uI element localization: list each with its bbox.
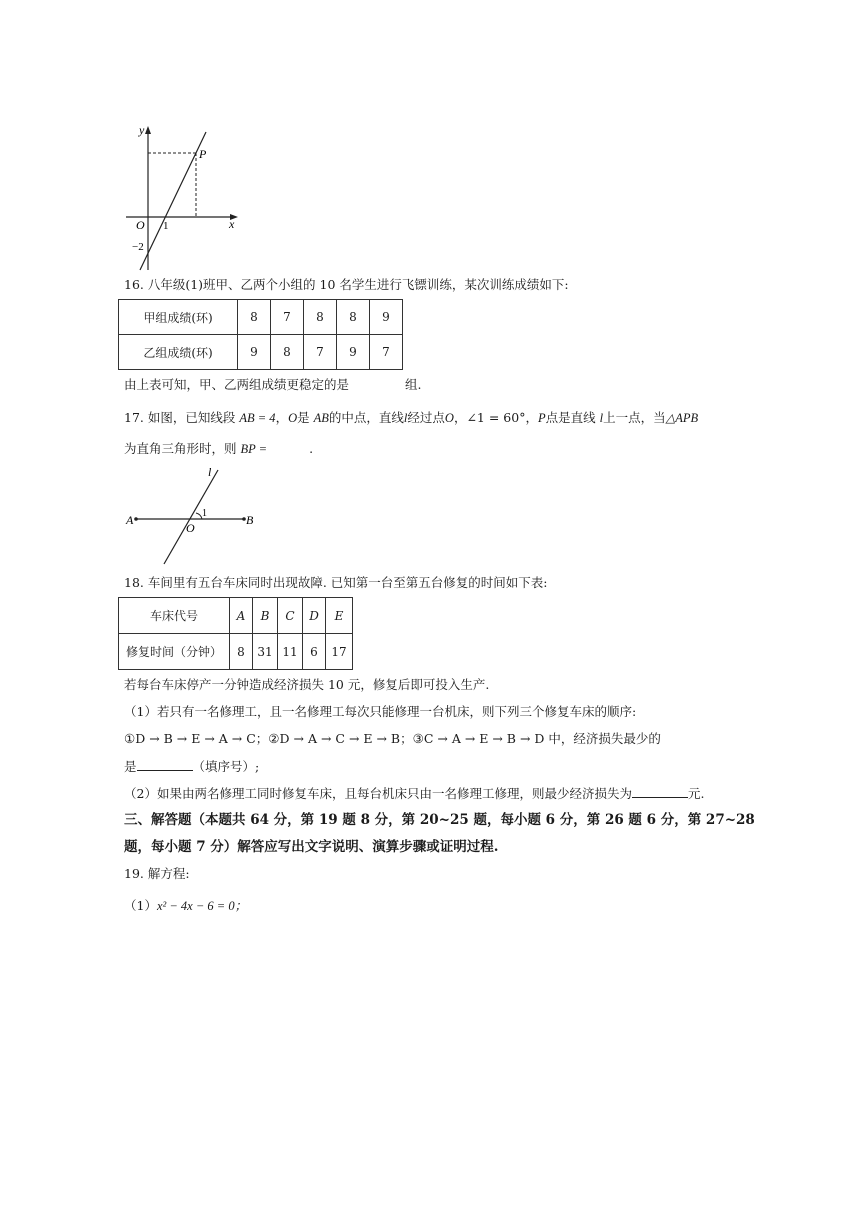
q19-part1-label: （1） <box>124 898 157 913</box>
q17-p-rest: 点是直线 <box>545 410 596 425</box>
q19-title: 19. 解方程: <box>124 866 190 881</box>
point-a <box>134 517 138 521</box>
table-cell: 8 <box>271 335 304 370</box>
table-cell: 9 <box>370 300 403 335</box>
function-graph <box>118 122 248 272</box>
table-cell: 8 <box>230 634 253 670</box>
row-label: 甲组成绩(环) <box>119 300 238 335</box>
table-cell: 8 <box>337 300 370 335</box>
header-cell: C <box>278 598 303 634</box>
q17-l: l <box>403 411 408 425</box>
q17-passes: 经过点 <box>407 410 445 425</box>
table-cell: 7 <box>304 335 337 370</box>
q19-equation: x² − 4x − 6 = 0； <box>156 899 248 913</box>
table-cell: 6 <box>303 634 326 670</box>
q17-mid-text: 的中点，直线 <box>328 410 404 425</box>
table-cell: 8 <box>304 300 337 335</box>
q17-ab: AB <box>313 411 329 425</box>
point-p-label: P <box>199 147 207 161</box>
q17-line2 <box>124 441 313 457</box>
table-row <box>119 634 353 670</box>
table-row <box>119 335 403 370</box>
header-cell: D <box>303 598 326 634</box>
section3-heading-line1: 三、解答题（本题共 64 分，第 19 题 8 分，第 20~25 题，每小题 6 分，第 26 题 6 分，第 27~28 <box>124 812 755 828</box>
header-cell: A <box>230 598 253 634</box>
q17-figure <box>122 462 262 568</box>
q18-part2-after: 元. <box>687 786 705 801</box>
header-cell: B <box>253 598 278 634</box>
q18-orders: ①D → B → E → A → C；②D → A → C → E → B；③C → A → E → B → D 中，经济损失最少的 <box>124 731 661 746</box>
q16-conclusion-before: 由上表可知，甲、乙两组成绩更稳定的是 <box>124 377 350 392</box>
label-l: l <box>208 465 212 479</box>
table-cell: 7 <box>370 335 403 370</box>
y-tick-label: −2 <box>132 241 144 253</box>
q17-p-rest2: 上一点，当 <box>603 410 666 425</box>
header-cell: E <box>326 598 353 634</box>
answer-blank[interactable] <box>137 758 193 771</box>
q17-p: P <box>537 411 546 425</box>
q17-o: O <box>288 411 298 425</box>
header-cell: 车床代号 <box>119 598 230 634</box>
q18-part1-end-after: （填序号）; <box>192 759 260 774</box>
table-cell: 9 <box>337 335 370 370</box>
table-row <box>119 300 403 335</box>
table-cell: 8 <box>238 300 271 335</box>
q17-line2-prefix: 为直角三角形时，则 <box>124 441 237 456</box>
table-row <box>119 598 353 634</box>
q17-angle: ，∠1 = 60°， <box>453 410 538 425</box>
q17-o2: O <box>444 411 454 425</box>
q18-part2-before: （2）如果由两名修理工同时修复车床，且每台机床只由一名修理工修理，则最少经济损失为 <box>124 786 632 801</box>
q16-conclusion-after: 组. <box>405 377 422 392</box>
q17-line1 <box>124 410 698 426</box>
line-l <box>164 470 218 564</box>
row-label: 修复时间（分钟） <box>119 634 230 670</box>
section3-heading-line2: 题，每小题 7 分）解答应写出文字说明、演算步骤或证明过程. <box>124 839 499 855</box>
table-cell: 31 <box>253 634 278 670</box>
answer-blank[interactable] <box>632 785 688 798</box>
q18-part1-end <box>124 758 259 775</box>
q16-text: 16. 八年级(1)班甲、乙两个小组的 10 名学生进行飞镖训练，某次训练成绩如下: <box>124 277 569 292</box>
q17-prefix: 17. 如图，已知线段 <box>124 410 236 425</box>
q19-part1 <box>124 898 247 914</box>
table-cell: 7 <box>271 300 304 335</box>
q17-sep: ， <box>275 410 289 425</box>
label-b: B <box>246 513 254 527</box>
q18-text: 18. 车间里有五台车床同时出现故障. 已知第一台至第五台修复的时间如下表: <box>124 575 548 590</box>
q17-ab-expr: AB = 4 <box>239 411 276 425</box>
table-cell: 17 <box>326 634 353 670</box>
q16-score-table <box>118 299 403 370</box>
label-angle-1: 1 <box>202 508 207 519</box>
q18-part2 <box>124 785 704 802</box>
row-label: 乙组成绩(环) <box>119 335 238 370</box>
x-axis-label: x <box>229 217 235 231</box>
q17-triangle: △APB <box>665 411 699 425</box>
q16-conclusion <box>124 377 422 393</box>
q18-repair-table <box>118 597 353 670</box>
q17-l2: l <box>599 411 604 425</box>
table-cell: 11 <box>278 634 303 670</box>
label-a: A <box>126 513 134 527</box>
x-tick-label: 1 <box>163 220 169 232</box>
q17-period: . <box>309 441 314 456</box>
q17-is: 是 <box>297 410 310 425</box>
origin-label: O <box>136 218 145 232</box>
y-axis-label: y <box>139 123 145 137</box>
label-o: O <box>186 521 195 535</box>
table-cell: 9 <box>238 335 271 370</box>
q17-bp: BP = <box>240 442 268 456</box>
q18-note: 若每台车床停产一分钟造成经济损失 10 元，修复后即可投入生产. <box>124 677 490 692</box>
q18-part1: （1）若只有一名修理工，且一名修理工每次只能修理一台机床，则下列三个修复车床的顺序: <box>124 704 637 719</box>
y-axis-arrow <box>145 126 151 134</box>
q18-part1-end-before: 是 <box>124 759 137 774</box>
